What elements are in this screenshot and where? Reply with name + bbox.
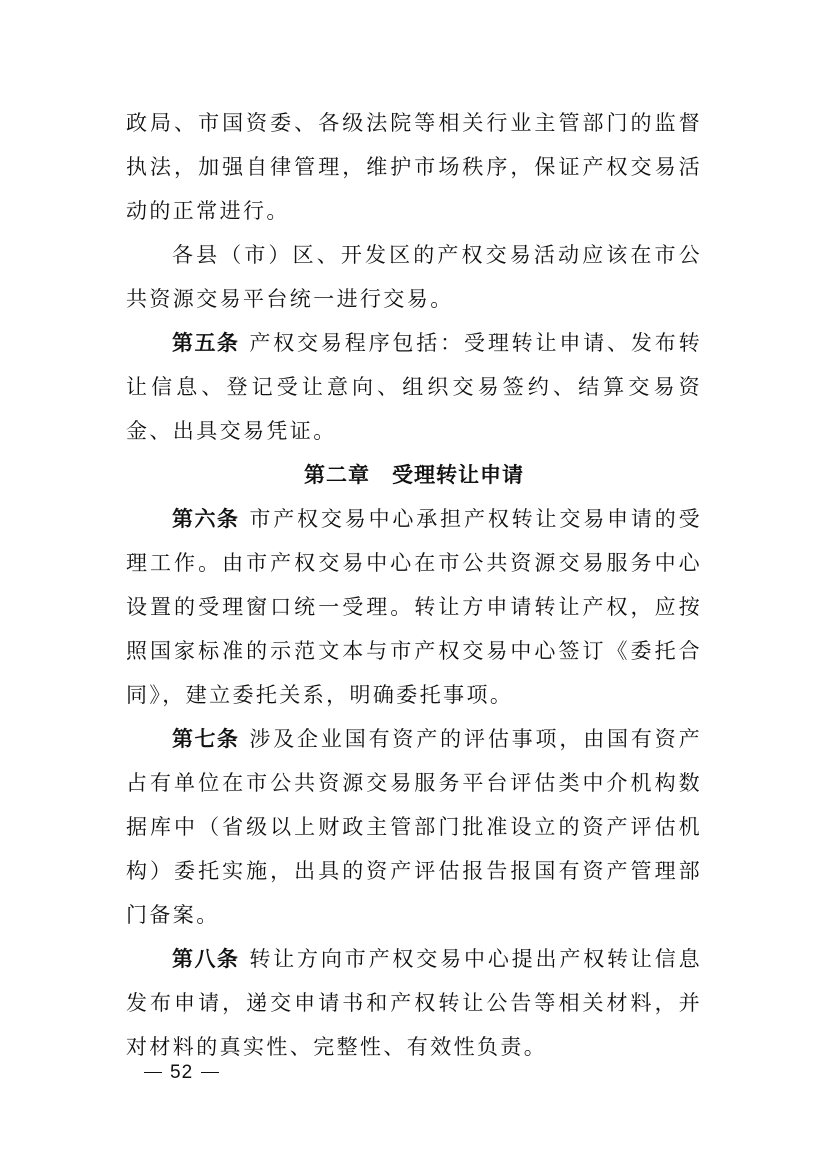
document-body — [126, 101, 702, 1069]
article-7-text: 涉及企业国有资产的评估事项，由国有资产占有单位在市公共资源交易服务平台评估类中介机构数据库中（省级以上财政主管部门批准设立的资产评估机构）委托实施，出具的资产评估报告报国有资产管理部门备案。 — [126, 727, 702, 927]
article-8 — [126, 937, 702, 1069]
paragraph-county-districts: 各县（市）区、开发区的产权交易活动应该在市公共资源交易平台统一进行交易。 — [126, 243, 702, 311]
page-number: 52 — [170, 1062, 194, 1083]
article-5 — [126, 321, 702, 453]
right-dash — [201, 1072, 219, 1073]
article-8-label: 第八条 — [172, 947, 240, 971]
article-7 — [126, 717, 702, 937]
article-5-label: 第五条 — [172, 331, 240, 355]
article-6-label: 第六条 — [172, 507, 240, 531]
paragraph-continuation: 政局、市国资委、各级法院等相关行业主管部门的监督执法，加强自律管理，维护市场秩序，保证产权交易活动的正常进行。 — [126, 111, 702, 223]
page-number-footer — [136, 1062, 227, 1084]
chapter-heading: 第二章 受理转让申请 — [304, 463, 524, 487]
article-7-label: 第七条 — [172, 727, 240, 751]
article-5-text: 产权交易程序包括：受理转让申请、发布转让信息、登记受让意向、组织交易签约、结算交易资金、出具交易凭证。 — [126, 331, 702, 443]
left-dash — [144, 1072, 162, 1073]
article-6 — [126, 497, 702, 717]
article-8-text: 转让方向市产权交易中心提出产权转让信息发布申请，递交申请书和产权转让公告等相关材料，并对材料的真实性、完整性、有效性负责。 — [126, 947, 702, 1059]
article-6-text: 市产权交易中心承担产权转让交易申请的受理工作。由市产权交易中心在市公共资源交易服务中心设置的受理窗口统一受理。转让方申请转让产权，应按照国家标准的示范文本与市产权交易中心签订《委托合同》，建立委托关系，明确委托事项。 — [126, 507, 702, 707]
